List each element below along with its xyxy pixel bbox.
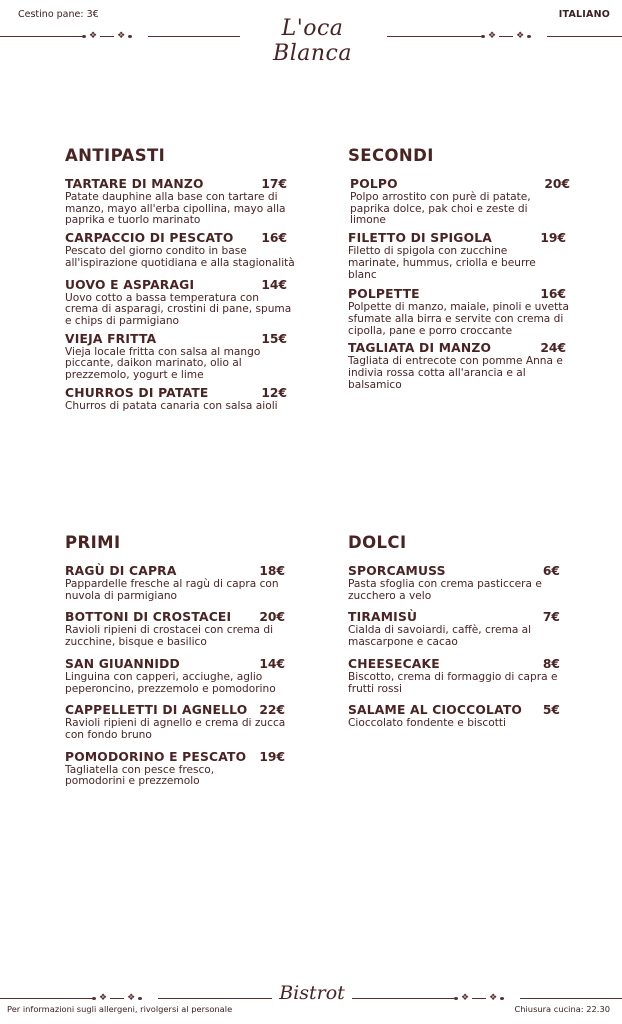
item-price: 20€ [259,610,285,625]
item-price: 22€ [259,703,285,718]
item-description: Cioccolato fondente e biscotti [348,717,506,730]
item-description: Uovo cotto a bassa temperatura con crema di asparagi, crostini di pane, spuma e chips di parmigiano [65,291,292,327]
section-title: PRIMI [65,533,121,552]
menu-item [350,177,586,227]
header-rule-left [0,36,82,37]
item-price: 20€ [544,177,570,191]
menu-item [348,610,568,648]
item-price: 19€ [540,231,566,246]
item-description: Tagliata di entrecote con pomme Anna e indivia rossa cotta all'arancia e al balsamico [348,355,563,391]
item-price: 16€ [540,287,566,302]
menu-item [65,703,293,741]
item-description: Polpette di manzo, maiale, pinoli e uvetta sfumate alla birra e servite con crema di cipolla, pane e porro croccante [348,301,569,337]
menu-item [348,657,568,695]
footer-rule-right [520,998,622,999]
item-price: 17€ [261,177,287,191]
menu-item [348,341,586,391]
bistrot-logo: Bistrot [279,982,345,1004]
header-rule-mid-left [148,36,240,37]
kitchen-closing-time: Chiusura cucina: 22.30 [514,1004,610,1014]
item-name: SPORCAMUSS [348,564,446,578]
footer-rule-mid-left [158,998,272,999]
item-name: TIRAMISÙ [348,610,418,625]
item-name: SAN GIUANNIDD [65,656,180,671]
item-description: Tagliatella con pesce fresco, pomodorini e prezzemolo [65,763,215,788]
item-name: CAPPELLETTI DI AGNELLO [65,703,248,718]
item-name: TAGLIATA DI MANZO [348,341,492,356]
item-price: 8€ [542,656,560,671]
menu-item [65,386,295,413]
menu-item [65,564,293,602]
item-description: Filetto di spigola con zucchine marinate, hummus, criolla e beurre blanc [348,245,536,281]
item-description: Pappardelle fresche al ragù di capra con nuvola di parmigiano [65,578,279,602]
section-title: ANTIPASTI [65,146,166,165]
ornament-icon: ❖ ❖ [82,30,132,42]
menu-item [65,278,295,328]
section-title: DOLCI [348,533,407,552]
menu-item [65,610,293,648]
menu-item [348,564,568,602]
ornament-icon: ❖ ❖ [92,992,142,1004]
header-rule-mid-right [387,36,481,37]
item-name: CARPACCIO DI PESCATO [65,231,234,246]
item-name: POMODORINO E PESCATO [65,749,247,764]
item-description: Biscotto, crema di formaggio di capra e frutti rossi [348,670,558,695]
item-description: Patate dauphine alla base con tartare di manzo, mayo all'erba cipollina, mayo alla paprika e tuorlo marinato [65,191,286,227]
item-price: 19€ [259,749,285,764]
header-rule-right [547,36,622,37]
menu-item [65,177,295,227]
menu-item [65,231,295,269]
item-name: POLPETTE [348,287,420,302]
item-name: SALAME AL CIOCCOLATO [348,703,523,718]
item-price: 7€ [542,610,560,625]
menu-item [348,231,586,281]
item-description: Cialda di savoiardi, caffè, crema al mascarpone e cacao [348,624,532,649]
section-dolci [348,533,568,734]
item-description: Churros di patata canaria con salsa aioli [65,399,278,412]
item-price: 12€ [261,385,287,400]
item-description: Ravioli ripieni di agnello e crema di zucca con fondo bruno [65,717,286,741]
menu-item [65,657,293,695]
item-name: CHURROS DI PATATE [65,385,209,400]
item-name: TARTARE DI MANZO [65,177,204,191]
ornament-icon: ❖ ❖ [481,30,531,42]
item-price: 18€ [259,564,285,578]
allergen-note: Per informazioni sugli allergeni, rivolgersi al personale [7,1004,233,1014]
item-price: 24€ [540,341,566,356]
menu-item [65,332,295,382]
section-title: SECONDI [348,146,434,165]
item-name: VIEJA FRITTA [65,331,157,346]
item-name: BOTTONI DI CROSTACEI [65,610,232,625]
item-description: Linguina con capperi, acciughe, aglio peperoncino, prezzemolo e pomodorino [65,670,276,695]
ornament-icon: ❖ ❖ [454,992,504,1004]
section-secondi [348,146,586,395]
footer-rule-mid-right [352,998,454,999]
item-price: 14€ [259,656,285,671]
item-description: Pasta sfoglia con crema pasticcera e zucchero a velo [348,578,542,602]
menu-item [348,703,568,730]
section-primi [65,533,293,792]
item-price: 15€ [261,331,287,346]
item-price: 16€ [261,231,287,246]
section-antipasti [65,146,295,416]
item-price: 6€ [542,564,560,578]
item-description: Vieja locale fritta con salsa al mango piccante, daikon marinato, olio al prezzemolo, yogurt e lime [65,345,261,382]
item-description: Polpo arrostito con purè di patate, paprika dolce, pak choi e zeste di limone [350,191,531,227]
item-price: 5€ [542,703,560,718]
item-description: Pescato del giorno condito in base all'ispirazione quotidiana e alla stagionalità [65,245,295,269]
item-name: POLPO [350,177,398,191]
item-name: CHEESECAKE [348,656,440,671]
item-name: RAGÙ DI CAPRA [65,564,177,578]
item-description: Ravioli ripieni di crostacei con crema di zucchine, bisque e basilico [65,624,274,649]
item-name: FILETTO DI SPIGOLA [348,231,493,246]
restaurant-logo: L'oca Blanca [273,16,352,66]
menu-item [348,287,586,337]
footer-rule-left [0,998,92,999]
menu-item [65,750,293,788]
item-name: UOVO E ASPARAGI [65,277,195,292]
bread-basket-note: Cestino pane: 3€ [18,9,99,20]
language-selector[interactable]: ITALIANO [558,9,610,20]
item-price: 14€ [261,277,287,292]
